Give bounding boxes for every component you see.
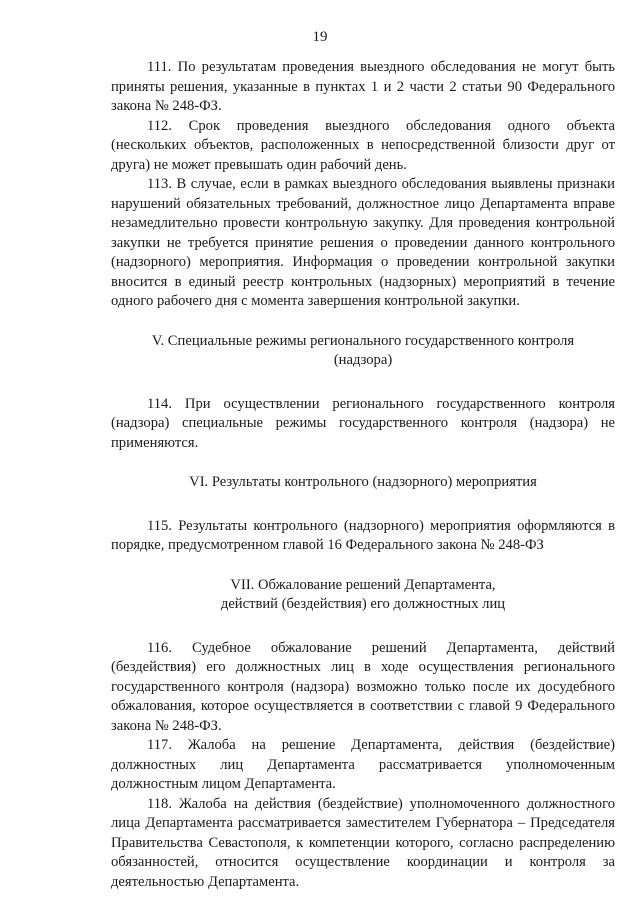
section-heading-vii bbox=[111, 576, 615, 615]
paragraph-115: 115. Результаты контрольного (надзорного) мероприятия оформляются в порядке, предусмотренном главой 16 Федерального закона № 248-ФЗ bbox=[111, 517, 615, 553]
section-heading-v bbox=[111, 332, 615, 371]
paragraph-117: 117. Жалоба на решение Департамента, действия (бездействие) должностных лиц Департамента рассматривается уполномоченным должностным лицом Департамента. bbox=[111, 737, 615, 792]
paragraph-112: 112. Срок проведения выездного обследования одного объекта (нескольких объектов, расположенных в непосредственной близости друг от друга) не может превышать один рабочий день. bbox=[111, 117, 615, 173]
paragraph-116: 116. Судебное обжалование решений Департамента, действий (бездействия) его должностных лиц в ходе осуществления регионального государственного контроля (надзора) возможно только после их досудебного обжалования, которое осуществляется в соответствии с главой 9 Федерального закона № 248-ФЗ. bbox=[111, 639, 615, 734]
paragraph-114: 114. При осуществлении регионального государственного контроля (надзора) специальные режимы государственного контроля (надзора) не применяются. bbox=[111, 395, 615, 451]
section-heading-vii-line-1: VII. Обжалование решений Департамента, bbox=[230, 576, 496, 593]
document-body bbox=[111, 58, 615, 892]
section-heading-v-line-2: (надзора) bbox=[333, 352, 393, 368]
section-heading-vii-line-2: действий (бездействия) его должностных лиц bbox=[220, 596, 506, 612]
paragraph-113: 113. В случае, если в рамках выездного обследования выявлены признаки нарушений обязательных требований, должностное лицо Департамента вправе незамедлительно провести контрольную закупку. Для проведения контрольной закупки не требуется принятие решения о проведении данного контрольного (надзорного) мероприятия. Информация о проведении контрольной закупки вносится в единый реестр контрольных (надзорных) мероприятий в течение одного рабочего дня с момента завершения контрольной закупки. bbox=[111, 176, 615, 309]
paragraph-118: 118. Жалоба на действия (бездействие) уполномоченного должностного лица Департамента рассматривается заместителем Губернатора – Председателя Правительства Севастополя, к компетенции которого, согласно распределению обязанностей, относится осуществление координации и контроля за деятельностью Департамента. bbox=[111, 795, 615, 890]
section-heading-vi bbox=[111, 473, 615, 493]
section-heading-vi-line-1: VI. Результаты контрольного (надзорного) мероприятия bbox=[189, 474, 537, 490]
section-heading-v-line-1: V. Специальные режимы регионального государственного контроля bbox=[151, 332, 575, 349]
paragraph-111: 111. По результатам проведения выездного обследования не могут быть приняты решения, указанные в пунктах 1 и 2 части 2 статьи 90 Федерального закона № 248-ФЗ. bbox=[111, 59, 615, 114]
page-number: 19 bbox=[312, 29, 328, 45]
